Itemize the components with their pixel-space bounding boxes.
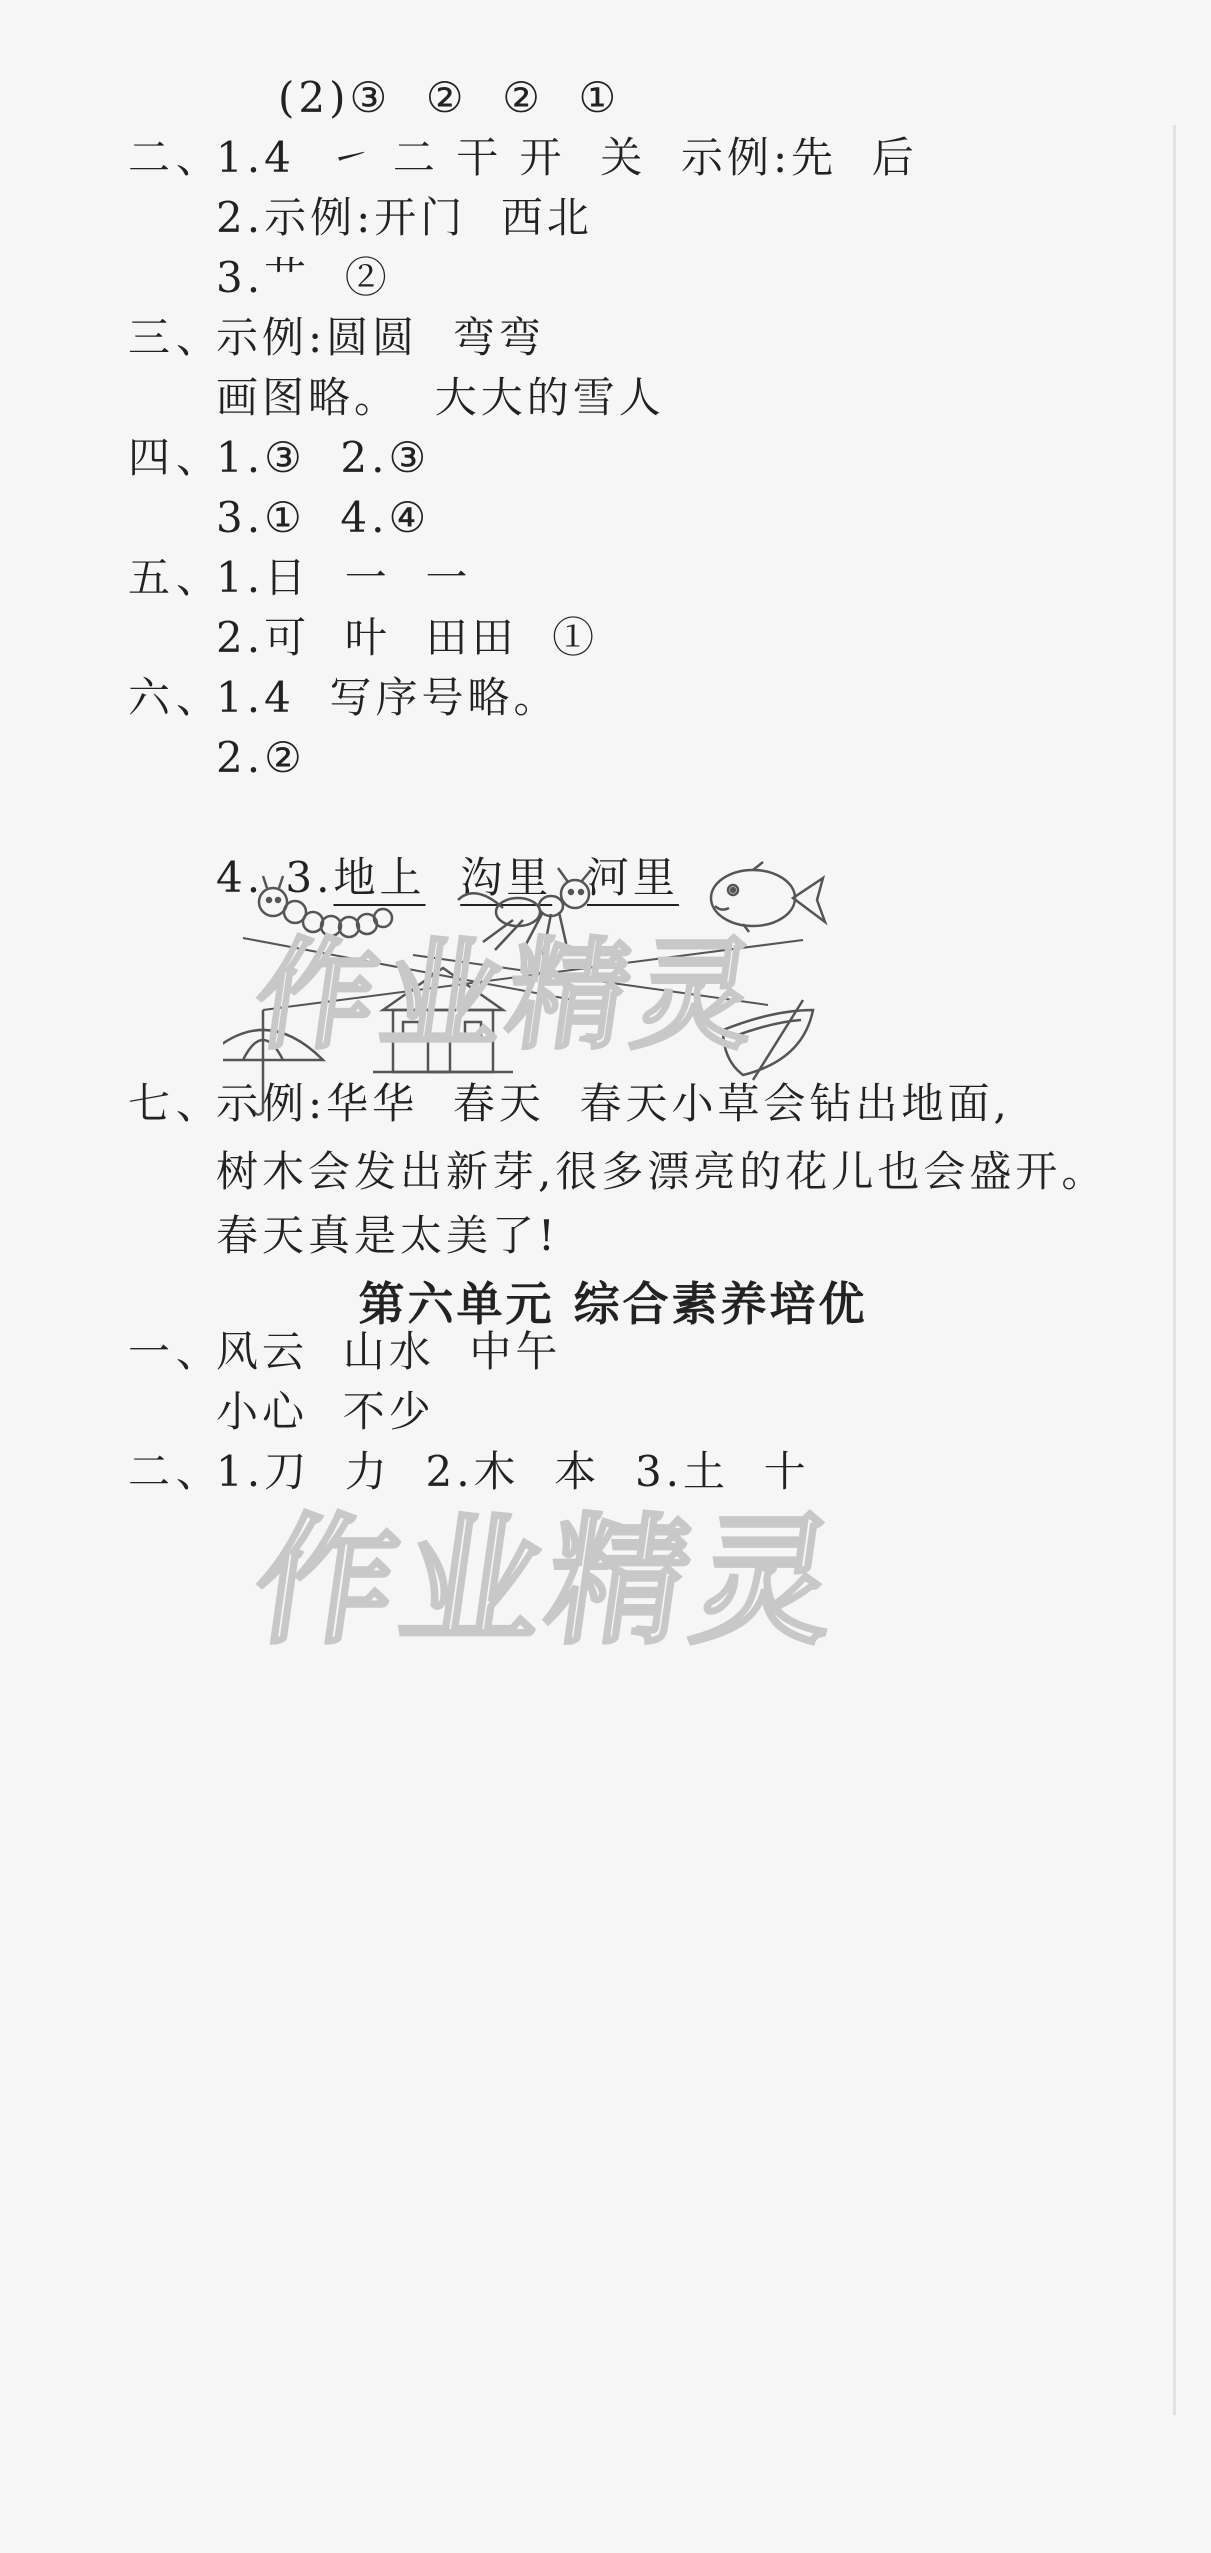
answer-line-2: 1.4 ㇀ 二 干 开 关 示例:先 后: [216, 133, 918, 182]
answer-line-20: 1.刀 力 2.木 本 3.土 十: [216, 1447, 810, 1496]
section-4-label: 四、: [128, 433, 225, 482]
watermark-bottom: 作业精灵: [244, 1501, 852, 1664]
watermark: 作业精灵: [246, 927, 771, 1066]
answer-page: [28, 0, 1198, 2553]
answer-line-14: 4.: [216, 853, 265, 902]
unit-title: 第六单元 综合素养培优: [358, 1277, 868, 1331]
answer-blank-b: 沟里: [460, 853, 553, 902]
answer-blank-c: 河里: [586, 853, 679, 902]
answer-line-4: 3.艹 ②: [216, 253, 391, 302]
section-7-label: 七、: [128, 1079, 225, 1128]
answer-line-3: 2.示例:开门 西北: [216, 193, 593, 242]
section-3-label: 三、: [128, 313, 225, 362]
section-6-label: 六、: [128, 673, 225, 722]
answer-line-12: 2.②: [216, 733, 306, 782]
answer-line-6: 画图略。 大大的雪人: [216, 373, 665, 422]
answer-line-15: 示例:华华 春天 春天小草会钻出地面,: [216, 1079, 1011, 1128]
answer-line-16: 树木会发出新芽,很多漂亮的花儿也会盛开。: [216, 1147, 1108, 1196]
answer-line-10: 2.可 叶 田田 ①: [216, 613, 599, 662]
answer-line-8: 3.① 4.④: [216, 493, 431, 542]
answer-line-1: (2)③ ② ② ①: [278, 73, 621, 122]
answer-line-18: 风云 山水 中午: [216, 1327, 562, 1376]
answer-line-5: 示例:圆圆 弯弯: [216, 313, 545, 362]
unit6-section-2-label: 二、: [128, 1447, 225, 1496]
answer-line-17: 春天真是太美了!: [216, 1211, 559, 1260]
section-5-label: 五、: [128, 553, 225, 602]
answer-line-9: 1.日 一 一: [216, 553, 472, 602]
answer-line-7: 1.③ 2.③: [216, 433, 431, 482]
item-prefix: 3.: [285, 853, 334, 902]
answer-line-11: 1.4 写序号略。: [216, 673, 560, 722]
unit6-section-1-label: 一、: [128, 1327, 225, 1376]
answer-line-19: 小心 不少: [216, 1387, 435, 1436]
section-2-label: 二、: [128, 133, 225, 182]
answer-blank-a: 地上: [333, 853, 426, 902]
